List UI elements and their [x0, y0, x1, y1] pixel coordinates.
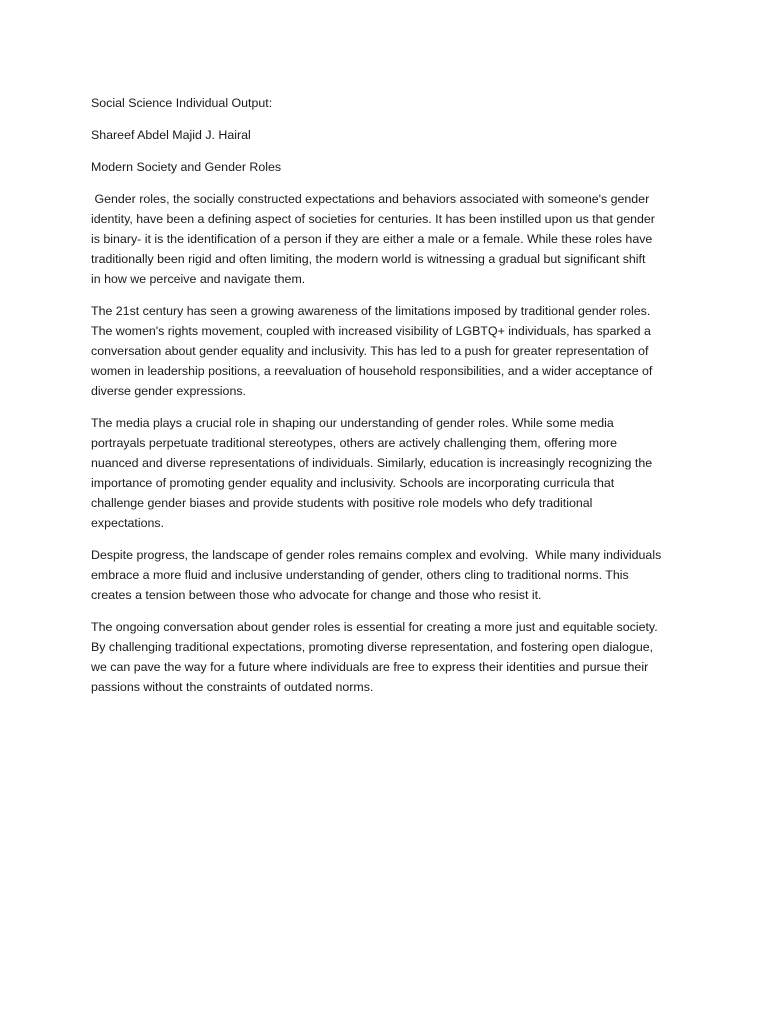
paragraph-line: in how we perceive and navigate them. — [91, 272, 306, 286]
paragraph-line: The media plays a crucial role in shaping our understanding of gender roles. While some media — [91, 416, 614, 430]
paragraph-line: identity, have been a defining aspect of societies for centuries. It has been instilled upon us that gender — [91, 212, 655, 226]
document-title: Modern Society and Gender Roles — [91, 160, 282, 174]
document-body — [91, 93, 675, 709]
paragraph-line: women in leadership positions, a reevaluation of household responsibilities, and a wider acceptance of — [91, 364, 653, 378]
paragraph-line: embrace a more fluid and inclusive understanding of gender, others cling to traditional norms. This — [91, 568, 629, 582]
paragraph-line: diverse gender expressions. — [91, 384, 246, 398]
paragraph-line: The ongoing conversation about gender roles is essential for creating a more just and equitable society. — [91, 620, 658, 634]
paragraph-line: The 21st century has seen a growing awareness of the limitations imposed by traditional gender roles. — [91, 304, 651, 318]
course-label: Social Science Individual Output: — [91, 96, 273, 110]
paragraph-line: Despite progress, the landscape of gender roles remains complex and evolving. While many individuals — [91, 548, 662, 562]
paragraph-4 — [91, 545, 675, 605]
paragraph-line: By challenging traditional expectations, promoting diverse representation, and fostering open dialogue, — [91, 640, 654, 654]
paragraph-2 — [91, 301, 675, 401]
paragraph-line: conversation about gender equality and inclusivity. This has led to a push for greater representation of — [91, 344, 649, 358]
paragraph-line: portrayals perpetuate traditional stereotypes, others are actively challenging them, offering more — [91, 436, 617, 450]
paragraph-line: traditionally been rigid and often limiting, the modern world is witnessing a gradual but significant shift — [91, 252, 646, 266]
author-name: Shareef Abdel Majid J. Hairal — [91, 128, 251, 142]
paragraph-line: creates a tension between those who advocate for change and those who resist it. — [91, 588, 542, 602]
paragraph-line: Gender roles, the socially constructed expectations and behaviors associated with someone's gender — [91, 192, 650, 206]
paragraph-line: challenge gender biases and provide students with positive role models who defy traditional — [91, 496, 593, 510]
paragraph-line: importance of promoting gender equality and inclusivity. Schools are incorporating curricula that — [91, 476, 615, 490]
paragraph-line: nuanced and diverse representations of individuals. Similarly, education is increasingly recognizing the — [91, 456, 653, 470]
paragraph-line: we can pave the way for a future where individuals are free to express their identities and pursue their — [91, 660, 649, 674]
paragraph-3 — [91, 413, 675, 533]
paragraph-line: expectations. — [91, 516, 165, 530]
paragraph-5 — [91, 617, 675, 697]
paragraph-line: passions without the constraints of outdated norms. — [91, 680, 374, 694]
paragraph-line: is binary- it is the identification of a person if they are either a male or a female. While these roles have — [91, 232, 653, 246]
paragraph-line: The women's rights movement, coupled with increased visibility of LGBTQ+ individuals, has sparked a — [91, 324, 651, 338]
paragraph-1 — [91, 189, 675, 289]
